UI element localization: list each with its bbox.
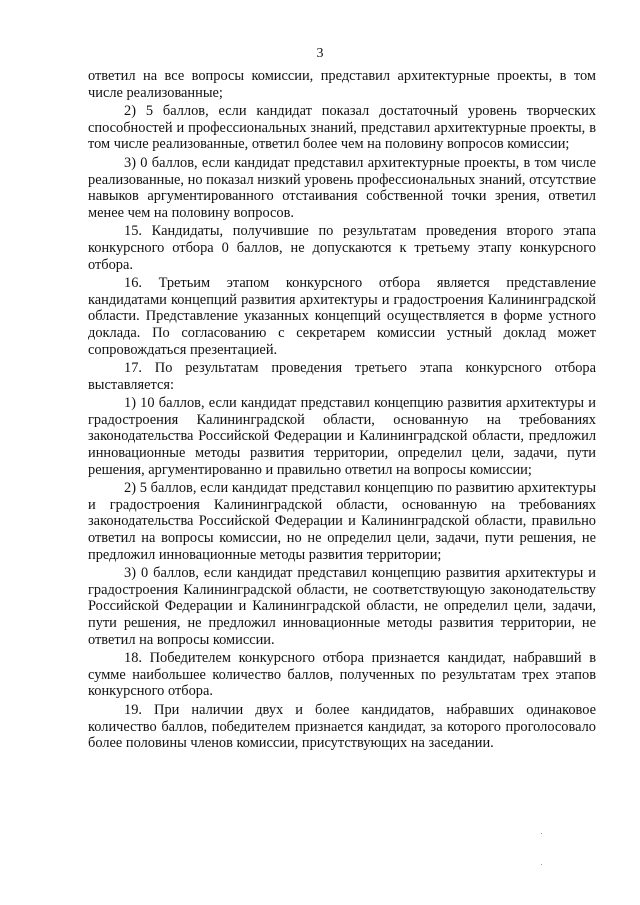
paragraph: ответил на все вопросы комиссии, представил архитектурные проекты, в том числе реализованные; bbox=[88, 68, 596, 101]
page-number: 3 bbox=[316, 46, 324, 61]
paragraph: 2) 5 баллов, если кандидат представил концепцию по развитию архитектуры и градостроения Калининградской области, основанную на требованиях законодательства Российской Федерации и Калининградской области, правильно ответил на вопросы комиссии, но не определил цели, задачи, пути решения, не предложил инновационные методы развития территории; bbox=[88, 480, 596, 563]
paragraph: 17. По результатам проведения третьего этапа конкурсного отбора выставляется: bbox=[88, 360, 596, 393]
paragraph: 16. Третьим этапом конкурсного отбора является представление кандидатами концепций развития архитектуры и градостроения Калининградской области. Представление указанных концепций осуществляется в форме устного доклада. По согласованию с секретарем комиссии устный доклад может сопровождаться презентацией. bbox=[88, 275, 596, 358]
document-body bbox=[88, 68, 596, 754]
paragraph: 2) 5 баллов, если кандидат показал достаточный уровень творческих способностей и профессиональных знаний, представил архитектурные проекты, в том числе реализованные, ответил более чем на половину вопросов комиссии; bbox=[88, 103, 596, 153]
paragraph: 18. Победителем конкурсного отбора признается кандидат, набравший в сумме наибольшее количество баллов, полученных по результатам трех этапов конкурсного отбора. bbox=[88, 650, 596, 700]
paragraph: 19. При наличии двух и более кандидатов, набравших одинаковое количество баллов, победителем признается кандидат, за которого проголосовало более половины членов комиссии, присутствующих на заседании. bbox=[88, 701, 596, 752]
paragraph: 3) 0 баллов, если кандидат представил архитектурные проекты, в том числе реализованные, но показал низкий уровень профессиональных знаний, отсутствие навыков аргументированного отстаивания собственной точки зрения, ответил менее чем на половину вопросов. bbox=[88, 154, 596, 221]
scan-artifact bbox=[541, 864, 542, 865]
paragraph: 1) 10 баллов, если кандидат представил концепцию развития архитектуры и градостроения Калининградской области, основанную на требованиях законодательства Российской Федерации и Калининградской области, предложил инновационные методы развития территории, определил цели, задачи, пути решения, аргументированно и правильно ответил на вопросы комиссии; bbox=[88, 395, 596, 478]
paragraph: 15. Кандидаты, получившие по результатам проведения второго этапа конкурсного отбора 0 баллов, не допускаются к третьему этапу конкурсного отбора. bbox=[88, 223, 596, 273]
paragraph: 3) 0 баллов, если кандидат представил концепцию развития архитектуры и градостроения Калининградской области, не соответствующую законодательству Российской Федерации и Калининградской области, не определил цели, задачи, пути решения, не предложил инновационные методы развития территории, не ответил на вопросы комиссии. bbox=[88, 565, 596, 648]
scan-artifact bbox=[541, 833, 542, 834]
